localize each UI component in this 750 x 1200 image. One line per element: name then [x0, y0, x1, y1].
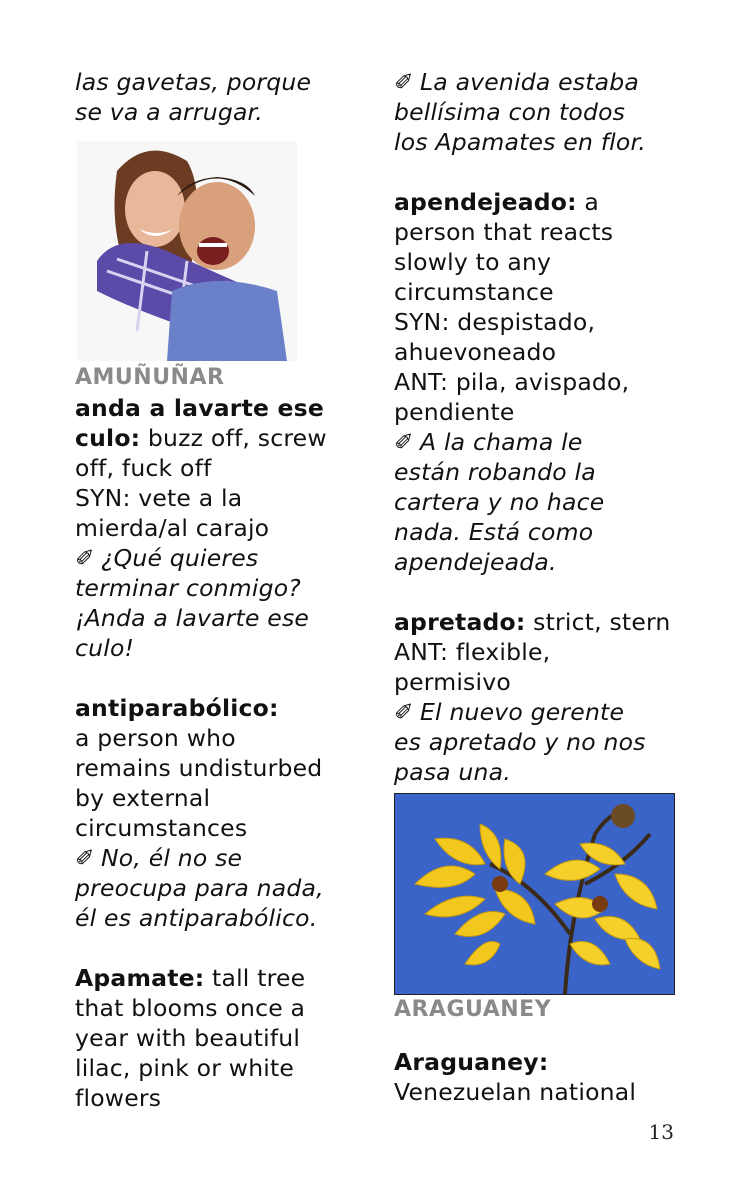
entry-term: Araguaney: — [394, 1048, 549, 1076]
left-column — [75, 67, 375, 1113]
entry-term: culo: — [75, 424, 141, 452]
right-column — [394, 67, 684, 1107]
entry-term: anda a lavarte ese — [75, 394, 324, 422]
text-line: las gavetas, porque — [75, 68, 312, 96]
definition-text: buzz off, screw — [140, 424, 327, 452]
definition-text: person that reacts — [394, 218, 614, 246]
example-text: están robando la — [394, 458, 596, 486]
example-text: terminar conmigo? — [75, 574, 301, 602]
definition-text: a person who — [75, 724, 236, 752]
example-text: preocupa para nada, — [75, 874, 324, 902]
example-text: No, él no se — [101, 844, 243, 872]
definition-text: SYN: despistado, — [394, 308, 596, 336]
definition-text: circumstance — [394, 278, 554, 306]
example-text: él es antiparabólico. — [75, 904, 318, 932]
definition-text: ahuevoneado — [394, 338, 557, 366]
example-text: La avenida estaba — [420, 68, 639, 96]
example-text: es apretado y no nos — [394, 728, 646, 756]
entry-term: apendejeado: — [394, 188, 577, 216]
example-text: pasa una. — [394, 758, 511, 786]
example-text: El nuevo gerente — [420, 698, 625, 726]
definition-text: year with beautiful — [75, 1024, 301, 1052]
pencil-icon: ✐ — [394, 428, 414, 456]
page-number: 13 — [648, 1120, 674, 1144]
definition-text: strict, stern — [525, 608, 671, 636]
example-text: apendejeada. — [394, 548, 557, 576]
example-text: ¡Anda a lavarte ese — [75, 604, 310, 632]
example-text: A la chama le — [420, 428, 583, 456]
definition-text: remains undisturbed — [75, 754, 323, 782]
definition-text: ANT: pila, avispado, — [394, 368, 630, 396]
definition-text: Venezuelan national — [394, 1078, 637, 1106]
example-text: culo! — [75, 634, 135, 662]
couple-photo — [77, 141, 297, 361]
definition-text: lilac, pink or white — [75, 1054, 295, 1082]
entry-term: apretado: — [394, 608, 526, 636]
example-text: cartera y no hace — [394, 488, 605, 516]
araguaney-flower-photo — [394, 793, 675, 995]
definition-text: mierda/al carajo — [75, 514, 270, 542]
definition-text: ANT: flexible, — [394, 638, 551, 666]
image-caption: AMUÑUÑAR — [75, 365, 225, 390]
definition-text: tall tree — [204, 964, 306, 992]
definition-text: circumstances — [75, 814, 248, 842]
definition-text: pendiente — [394, 398, 515, 426]
pencil-icon: ✐ — [75, 844, 95, 872]
example-text: ¿Qué quieres — [101, 544, 259, 572]
entry-term: Apamate: — [75, 964, 205, 992]
pencil-icon: ✐ — [75, 544, 95, 572]
definition-text: a — [576, 188, 600, 216]
pencil-icon: ✐ — [394, 698, 414, 726]
definition-text: off, fuck off — [75, 454, 212, 482]
text-line: se va a arrugar. — [75, 98, 263, 126]
entry-term: antiparabólico: — [75, 694, 279, 722]
definition-text: permisivo — [394, 668, 511, 696]
example-text: bellísima con todos — [394, 98, 626, 126]
definition-text: flowers — [75, 1084, 162, 1112]
definition-text: SYN: vete a la — [75, 484, 243, 512]
definition-text: that blooms once a — [75, 994, 306, 1022]
definition-text: by external — [75, 784, 211, 812]
example-text: nada. Está como — [394, 518, 594, 546]
example-text: los Apamates en flor. — [394, 128, 646, 156]
definition-text: slowly to any — [394, 248, 552, 276]
pencil-icon: ✐ — [394, 68, 414, 96]
image-caption: ARAGUANEY — [394, 997, 552, 1022]
